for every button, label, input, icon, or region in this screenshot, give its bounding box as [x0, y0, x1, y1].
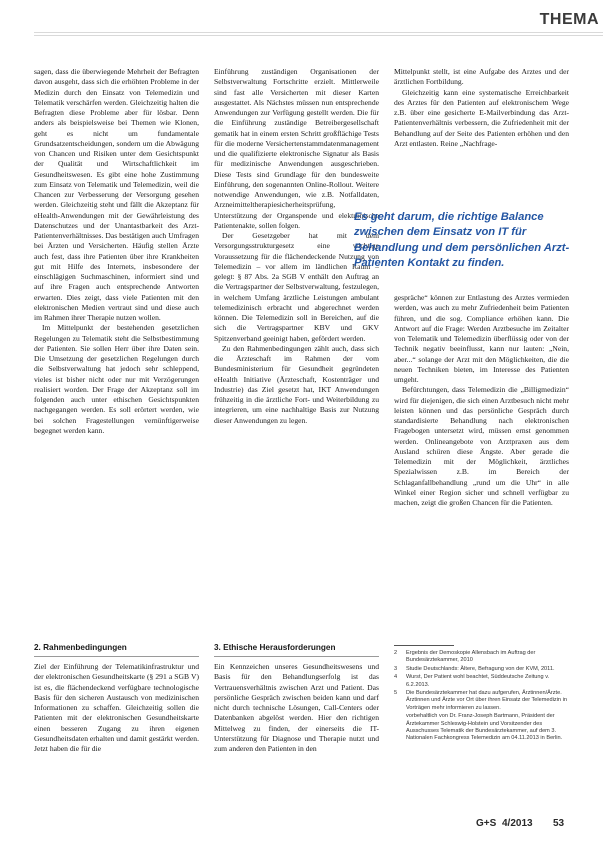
paragraph: sagen, dass die überwiegende Mehrheit der Befragten davon ausgeht, dass sich die erhöhten Probleme in der Medizin durch den Einsatz von Telemedizin und Telematik verschärfen werden. Gleichzeitig halten die Befragten diese Probleme aber für lösbar. Denn anders als beispielsweise bei Themen wie Klonen, geht es nicht um fundamentale Grundsatzentscheidungen, sondern um die Abwägung von Chancen und Risiken unter dem Gesichtspunkt der Qualität und Wirtschaftlichkeit im Gesundheitswesen. Es gibt eine hohe Zustimmung zum Einsatz von Telematik und Telemedizin, weil die Chancen zur Verbesserung der Versorgung gesehen werden. Gleichzeitig steht und fällt die Akzeptanz für eHealth-Anwendungen mit der Gewährleistung des Datenschutzes und der Unantastbarkeit des Arzt-Patientenverhältnisses. Das bestätigen auch Umfragen bei Ärzten und Versicherten. Häufig stellen Ärzte auch fest, dass ihre Patienten über ihre Krankheiten gut mit Hilfe des Internets, insbesondere der einschlägigen Suchmaschinen, informiert sind und auf ihre Fragen auch entsprechende Antworten erwarten. Dies zeigt, dass viele Patienten mit den elektronischen Medien vertraut sind und diese auch im Rahmen ihrer Therapie nutzen wollen.: [34, 67, 199, 322]
section-heading-rahmenbedingungen: 2. Rahmenbedingungen: [34, 643, 127, 652]
paragraph: gespräche“ können zur Entlastung des Arztes vermieden werden, was auch zu mehr Zufriedenheit beim Patienten führen, und die sog. Compliance erhöhen kann. Die Antwort auf die Frage: Werden Arztbesuche im Zeitalter von Telematik und Telemedizin überflüssig oder von der Technik negativ beeinflusst, kann nur lauten: „Nein, aber...“ solange der Arzt mit den Möglichkeiten, die die neuen Techniken bieten, im Interesse des Patienten umgeht.: [394, 293, 569, 384]
page-footer: [0, 818, 603, 838]
footnote: [394, 690, 569, 712]
text-column-3-bottom: [394, 293, 569, 633]
footnote-text: Ergebnis der Demoskopie Allensbach im Auftrag der Bundesärztekammer, 2010: [406, 650, 536, 664]
paragraph: Im Mittelpunkt der bestehenden gesetzlichen Regelungen zu Telematik steht die Selbstbestimmung der Patienten. Sie sollen Herr über ihre Daten sein. Die Umsetzung der gesetzlichen Regelungen durch die Selbstverwaltung hat jedoch sehr schleppend, vieles ist bisher nicht oder nur mit Verzögerungen realisiert worden. Der Frage der Akzeptanz soll im folgenden auch unter ethischen Gesichtspunkten nachgegangen werden. Es soll erörtert werden, wie bei solchen Fragestellungen vernünftigerweise begegnet werden kann.: [34, 323, 199, 435]
paragraph: Mittelpunkt stellt, ist eine Aufgabe des Arztes und der ärztlichen Fortbildung.: [394, 67, 569, 87]
footnote: [394, 650, 569, 665]
issue-number: 4/2013: [502, 818, 533, 829]
text-column-1: [34, 67, 199, 632]
page-header: [0, 0, 603, 52]
section-rule: [214, 656, 379, 657]
text-column-2: [214, 67, 379, 632]
footnote-number: 5: [394, 690, 398, 697]
footnote-text: Die Bundesärztekammer hat dazu aufgerufen, Ärztinnen/Ärzte. Ärztinnen und Ärzte vor Ort über ihren Einsatz der Telemedizin in Vorträgen mehr informieren zu lassen.: [406, 690, 567, 711]
footnote-text: Wurst, Der Patient wohl beachtet, Süddeutsche Zeitung v. 6.2.2013.: [406, 674, 550, 688]
paragraph: Befürchtungen, dass Telemedizin die „Billigmedizin“ wird für diejenigen, die sich einen Arztbesuch nicht mehr leisten können und das persönliche Gespräch durch standardisierte Behandlung nach elektronischen Fragebogen untersetzt wird, müssen ernst genommen werden. Onlineangebote von Arztpraxen aus dem Ausland schüren diese Ängste. Aber gerade die Telemedizin mit der Möglichkeit, ärztliches Spezialwissen z.B. im Bereich der Schlaganfallbehandlung „rund um die Uhr“ in alle Winkel einer Region sicher und schnell verfügbar zu machen, zeigt die großen Chancen für die Patienten.: [394, 385, 569, 507]
section-heading-ethische-herausforderungen: 3. Ethische Herausforderungen: [214, 643, 336, 652]
page-number: 53: [553, 818, 565, 829]
footnote-number: [394, 713, 406, 743]
footnote-number: 4: [394, 674, 398, 681]
paragraph: Zu den Rahmenbedingungen zählt auch, dass sich die Ärzteschaft im Rahmen der vom Bundesministerium für Gesundheit gegründeten eHealth Initiative (Ärzteschaft, Kostenträger und Industrie) das Ziel gesetzt hat, IKT Anwendungen frühzeitig in die ärztliche Fort- und Weiterbildung zu integrieren, um eine nachhaltige Basis zur Nutzung dieser Anwendungen zu legen.: [214, 343, 379, 425]
section-rule: [34, 656, 199, 657]
pull-quote: Es geht darum, die richtige Balance zwischen dem Einsatz von IT für Behandlung und dem persönlichen Arzt-Patienten Kontakt zu finden.: [354, 211, 570, 269]
paragraph: Ein Kennzeichen unseres Gesundheitswesens und Basis für den Behandlungserfolg ist das Vertrauensverhältnis zwischen Arzt und Patient. Das persönliche Gespräch zwischen beiden kann und darf nicht durch technische Lösungen, Call-Centers oder Datenbanken abgelöst werden. Hier den richtigen Mittelweg zu finden, der einerseits die IT-Unterstützung für Diagnose und Therapie nutzt und zum anderen den Patienten in den: [214, 662, 379, 753]
text-column-1-bottom: [34, 662, 199, 802]
text-column-2-bottom: [214, 662, 379, 802]
paragraph: Gleichzeitig kann eine systematische Erreichbarkeit des Arztes für den Patienten auf elektronischem Wege z.B. über eine gesicherte E-Mailverbindung das Arzt-Patientenverhältnis verbessern, die Zufriedenheit mit der Behandlung auf der Seite des Patienten erhöhen und den Arzt entlasten. Reine „Nachfrage-: [394, 87, 569, 148]
footnote-number: 3: [394, 665, 398, 672]
header-rule: [34, 35, 603, 36]
footnote: [394, 674, 569, 689]
paragraph: Der Gesetzgeber hat mit dem Versorgungsstrukturgesetz eine wichtige Voraussetzung für die flächendeckende Nutzung von Telemedizin – vor allem im ländlichen Raum – gelegt: § 87 Abs. 2a SGB V enthält den Auftrag an die Vertragspartner der Selbstverwaltung, festzulegen, in welchem Umfang ärztliche Leistungen ambulant telemedizinisch erbracht und abgerechnet werden können. Die Telemedizin soll in Bereichen, auf die sich die Vertragspartner KBV und GKV Spitzenverband geeinigt haben, gefördert werden.: [214, 231, 379, 343]
footnote-text: vorbehaltlich von Dr. Franz-Joseph Bartmann, Präsident der Ärztekammer Schleswig-Holstein und Vorsitzender des Ausschusses Telematik der Bundesärztekammer, auf dem 3. Nationalen Fachkongress Telemedizin am 04.11.2013 in Berlin.: [406, 713, 563, 742]
footnote-number: 2: [394, 650, 398, 656]
footnote: [394, 713, 569, 743]
header-rule: [34, 32, 603, 33]
footnotes: [394, 650, 569, 800]
paragraph: Ziel der Einführung der Telematikinfrastruktur und der elektronischen Gesundheitskarte (§ 291 a SGB V) ist es, die flächendeckend verfügbare technologische Basis für den sicheren Austausch von medizinischen Informationen zu schaffen. Gleichzeitig sollen die Patienten mit der elektronischen Gesundheitskarte einen besseren Zugang zu ihren eigenen Gesundheitsdaten erhalten und damit gestärkt werden. Jetzt haben die für die: [34, 662, 199, 753]
footnote-text: Studie Deutschlands: Ältere, Befragung von der KVM, 2011.: [406, 665, 555, 672]
text-column-3-top: [394, 67, 569, 197]
footnote-rule: [394, 645, 454, 646]
journal-name: G+S: [476, 818, 497, 829]
paragraph: Einführung zuständigen Organisationen der Selbstverwaltung Fortschritte erzielt. Mittlerweile sind fast alle Versicherten mit dieser Karten ausgestattet. Als Nächstes müssen nun entsprechende Anwendungen zur Verfügung gestellt werden. Die für die Einführung zuständige Betreibergesellschaft gematik hat in einem ersten Schritt großflächige Tests für die moderne Versichertenstammdatenmanagement und die qualifizierte elektronische Signatur als Basis für medizinische Anwendungen ausgeschrieben. Diese Tests sind Grundlage für den bundesweite Einführung, den sogenannten Online-Rollout. Weitere notwendige Anwendungen, wie z.B. Notfalldaten, Arzneimitteltherapiesicherheitsprüfung, Unterstützung der Organspende und elektronische Patientenakte, sollen folgen.: [214, 67, 379, 230]
section-label: THEMA: [539, 11, 599, 28]
footnote: [394, 666, 569, 673]
